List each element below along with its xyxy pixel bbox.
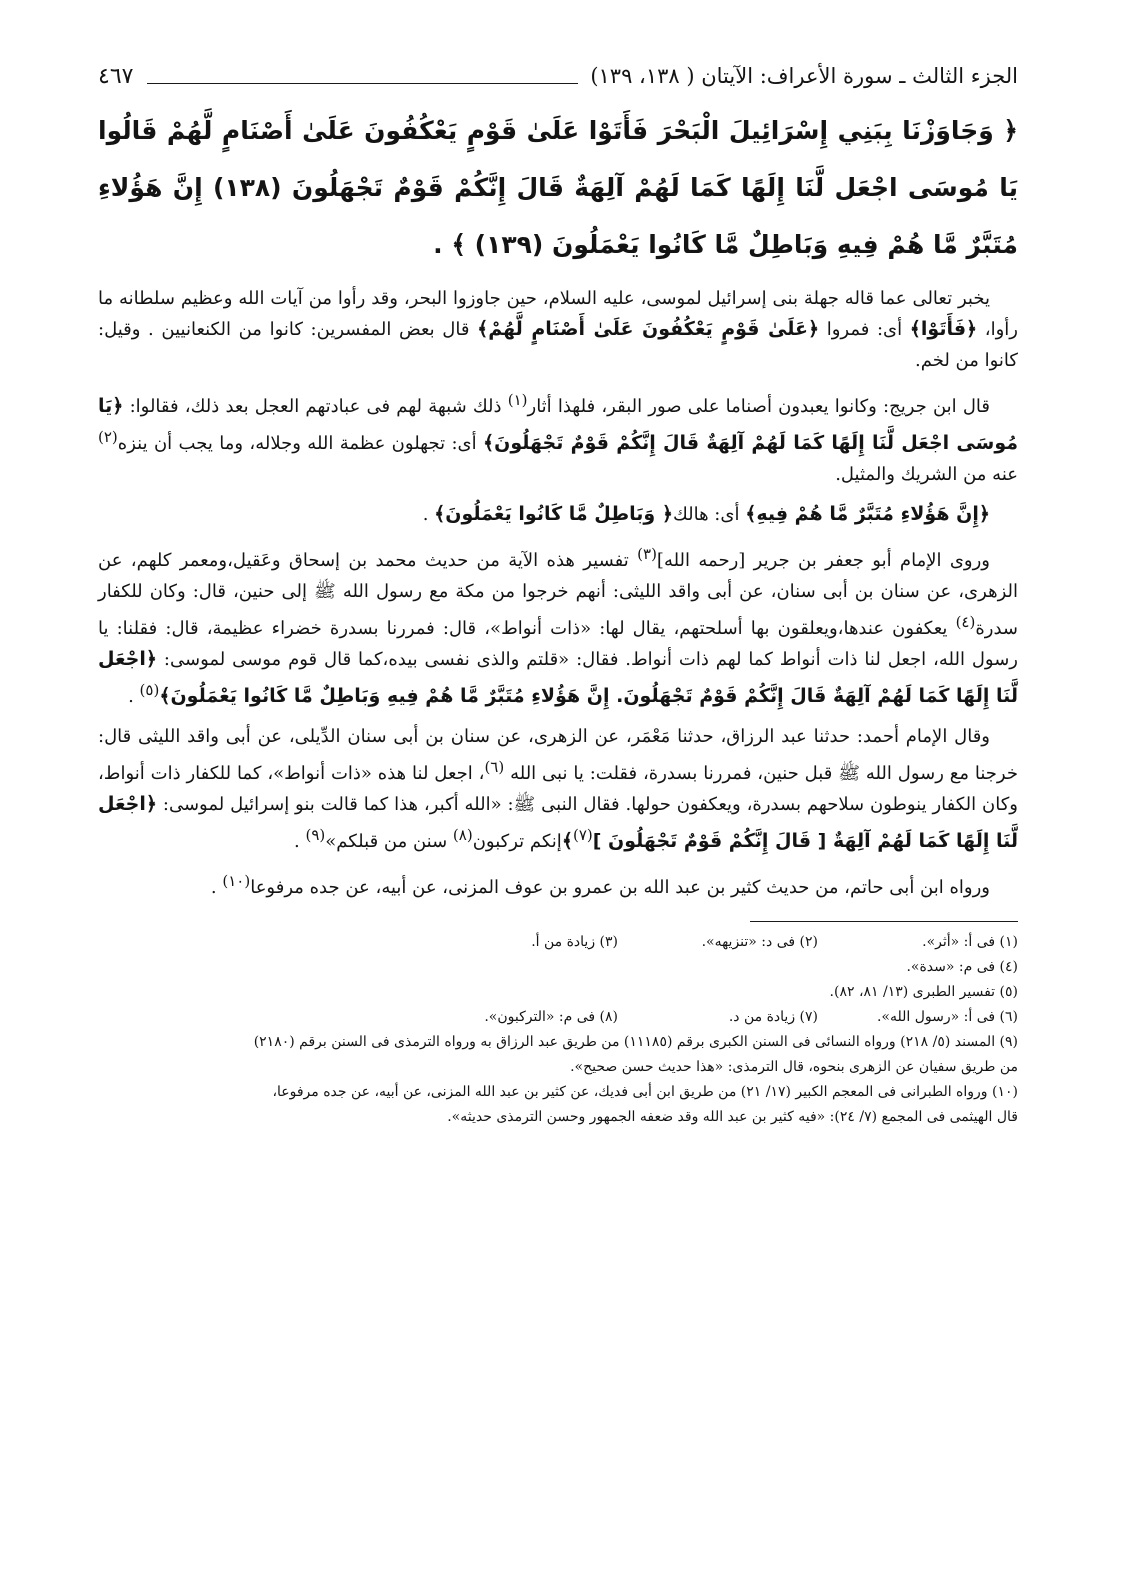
p3-quote-2: ﴿ وَبَاطِلٌ مَّا كَانُوا يَعْمَلُونَ﴾ <box>434 503 673 525</box>
p2-text-1: قال ابن جريج: وكانوا يعبدون أصناما على صور البقر، فلهذا أثار <box>527 396 990 417</box>
p1-text-3: قال بعض المفسرين: كانوا من الكنعانيين . وقيل: كانوا من لخم. <box>98 319 1018 371</box>
footnote-ref-5[interactable]: (٥) <box>139 681 160 699</box>
p5-text-5: . <box>294 831 306 852</box>
running-header <box>98 56 1018 96</box>
p6-text-2: . <box>210 877 223 898</box>
footnote-ref-8[interactable]: (٨) <box>452 826 473 844</box>
p5-text-3: إنكم تركبون <box>472 831 562 852</box>
footnote-7: (٧) زيادة من د. <box>728 1009 818 1025</box>
paragraph-1 <box>98 283 1018 376</box>
p4-text-4: . <box>128 686 140 707</box>
footnote-ref-9[interactable]: (٩) <box>305 826 326 844</box>
footnote-2: (٢) فى د: «تنزيهه». <box>701 934 818 950</box>
page-number: ٤٦٧ <box>98 63 134 89</box>
p4-text-2: تفسير هذه الآية من حديث محمد بن إسحاق وعَقيل،ومعمر كلهم، عن الزهرى، عن سنان بن أبى سنان، عن أبى واقد الليثى: أنهم خرجوا من مكة مع رسول الله ﷺ إلى حنين، قال: وكان للكفار سدرة <box>98 550 1018 639</box>
footnote-separator <box>750 921 1018 922</box>
p5-text-1: وقال الإمام أحمد: حدثنا عبد الرزاق، حدثنا مَعْمَر، عن الزهرى، عن سنان بن أبى سنان الدِّيلى، عن أبى واقد الليثى قال: خرجنا مع رسول الله ﷺ قبل حنين، فمررنا بسدرة، فقلت: يا نبى الله <box>98 726 1018 784</box>
footnote-6: (٦) فى أ: «رسول الله». <box>876 1009 1018 1025</box>
header-rule <box>147 69 578 84</box>
footnote-8: (٨) فى م: «التركبون». <box>484 1009 618 1025</box>
paragraph-5 <box>98 721 1018 857</box>
p3-quote-1: ﴿إِنَّ هَؤُلاءِ مُتَبَّرٌ مَّا هُمْ فِيهِ﴾ <box>745 503 990 525</box>
paragraph-6 <box>98 866 1018 903</box>
footnote-ref-3[interactable]: (٣) <box>637 545 657 563</box>
footnote-row-6 <box>98 1005 1018 1030</box>
footnotes <box>98 930 1018 1130</box>
footnote-9-line-2: من طريق سفيان عن الزهرى بنحوه، قال الترمذى: «هذا حديث حسن صحيح». <box>570 1059 1018 1075</box>
p6-text-1: ورواه ابن أبى حاتم، من حديث كثير بن عبد الله بن عمرو بن عوف المزنى، عن أبيه، عن جده مرفوعا <box>250 877 990 898</box>
p2-quote-1: ﴿يَا مُوسَى اجْعَل لَّنَا إِلَهًا كَمَا لَهُمْ آلِهَةٌ قَالَ إِنَّكُمْ قَوْمٌ تَجْهَلُونَ﴾ <box>98 395 1018 454</box>
footnote-ref-2[interactable]: (٢) <box>98 428 118 446</box>
p4-quote-1: ﴿اجْعَل لَّنَا إِلَهًا كَمَا لَهُمْ آلِهَةٌ قَالَ إِنَّكُمْ قَوْمٌ تَجْهَلُونَ. إِنَّ هَؤُلاءِ مُتَبَّرٌ مَّا هُمْ فِيهِ وَبَاطِلٌ مَّا كَانُوا يَعْمَلُونَ﴾ <box>98 648 1018 707</box>
footnote-ref-7[interactable]: (٧) <box>572 826 593 844</box>
p4-text-1: وروى الإمام أبو جعفر بن جرير [رحمه الله] <box>656 550 990 571</box>
p5-quote-close: ﴾ <box>561 830 573 852</box>
footnote-10-line-2: قال الهيثمى فى المجمع (٧/ ٢٤): «فيه كثير بن عبد الله وقد ضعفه الجمهور وحسن الترمذى حديثه». <box>447 1109 1018 1125</box>
p2-text-2: ذلك شبهة لهم فى عبادتهم العجل بعد ذلك، فقالوا: <box>123 396 508 417</box>
p5-text-4: سنن من قبلكم» <box>325 831 453 852</box>
p5-quote-1: ﴿اجْعَل لَّنَا إِلَهًا كَمَا لَهُمْ آلِهَةٌ [ قَالَ إِنَّكُمْ قَوْمٌ تَجْهَلُونَ ] <box>98 793 1018 852</box>
p2-text-4: عنه من الشريك والمثيل. <box>835 464 1018 485</box>
footnote-9-line-1: (٩) المسند (٥/ ٢١٨) ورواه النسائى فى السنن الكبرى برقم (١١١٨٥) من طريق عبد الرزاق به ورواه الترمذى فى السنن برقم (٢١٨٠) <box>253 1034 1018 1050</box>
footnote-ref-10[interactable]: (١٠) <box>222 872 251 890</box>
footnote-row-1 <box>98 930 1018 955</box>
p1-quote-2: ﴿عَلَىٰ قَوْمٍ يَعْكُفُونَ عَلَىٰ أَصْنَامٍ لَّهُمْ﴾ <box>477 318 820 340</box>
footnote-3: (٣) زيادة من أ. <box>531 934 618 950</box>
p1-text-1: يخبر تعالى عما قاله جهلة بنى إسرائيل لموسى، عليه السلام، حين جاوزوا البحر، وقد رأوا من آيات الله وعظيم سلطانه ما رأوا، <box>98 288 1018 340</box>
footnote-5: (٥) تفسير الطبرى (١٣/ ٨١، ٨٢). <box>829 984 1018 1000</box>
p3-text-2: . <box>422 504 435 525</box>
paragraph-2 <box>98 385 1018 490</box>
header-title: الجزء الثالث ـ سورة الأعراف: الآيتان ( ١٣٨، ١٣٩) <box>590 64 1018 88</box>
footnote-10-line-1: (١٠) ورواه الطبرانى فى المعجم الكبير (١٧/ ٢١) من طريق ابن أبى فديك، عن كثير بن عبد الله المزنى، عن أبيه، عن جده مرفوعا، <box>272 1084 1018 1100</box>
p1-text-2: أى: فمروا <box>819 319 910 340</box>
p1-quote-1: ﴿فَأَتَوْا﴾ <box>909 318 978 340</box>
p4-text-3: يعكفون عندها،ويعلقون بها أسلحتهم، يقال لها: «ذات أنواط»، قال: فمررنا بسدرة خضراء عظيمة، قال: فقلنا: يا رسول الله، اجعل لنا ذات أنواط كما لهم ذات أنواط. فقال: «قلتم والذى نفسى بيده،كما قال قوم موسى لموسى: <box>98 618 1018 670</box>
paragraph-3 <box>98 499 1018 530</box>
footnote-1: (١) فى أ: «أثر». <box>922 934 1018 950</box>
p3-text-1: أى: هالك <box>672 504 746 525</box>
footnote-ref-6[interactable]: (٦) <box>484 758 505 776</box>
p2-text-3: أى: تجهلون عظمة الله وجلاله، وما يجب أن ينزه <box>117 433 483 454</box>
footnote-ref-1[interactable]: (١) <box>507 391 528 409</box>
p5-text-2: ، اجعل لنا هذه «ذات أنواط»، كما للكفار ذات أنواط، وكان الكفار ينوطون سلاحهم بسدرة، ويعكفون حولها. فقال النبى ﷺ: «الله أكبر، هذا كما قالت بنو إسرائيل لموسى: <box>98 763 1018 815</box>
footnote-ref-4[interactable]: (٤) <box>955 613 976 631</box>
page <box>98 56 1018 1130</box>
quran-verse: ﴿ وَجَاوَزْنَا بِبَنِي إِسْرَائِيلَ الْبَحْرَ فَأَتَوْا عَلَىٰ قَوْمٍ يَعْكُفُونَ عَلَىٰ أَصْنَامٍ لَّهُمْ قَالُوا يَا مُوسَى اجْعَل لَّنَا إِلَهًا كَمَا لَهُمْ آلِهَةٌ قَالَ إِنَّكُمْ قَوْمٌ تَجْهَلُونَ (١٣٨) إِنَّ هَؤُلاءِ مُتَبَّرٌ مَّا هُمْ فِيهِ وَبَاطِلٌ مَّا كَانُوا يَعْمَلُونَ (١٣٩) ﴾ . <box>98 116 1018 259</box>
paragraph-4 <box>98 539 1018 712</box>
footnote-4: (٤) فى م: «سدة». <box>906 959 1018 975</box>
